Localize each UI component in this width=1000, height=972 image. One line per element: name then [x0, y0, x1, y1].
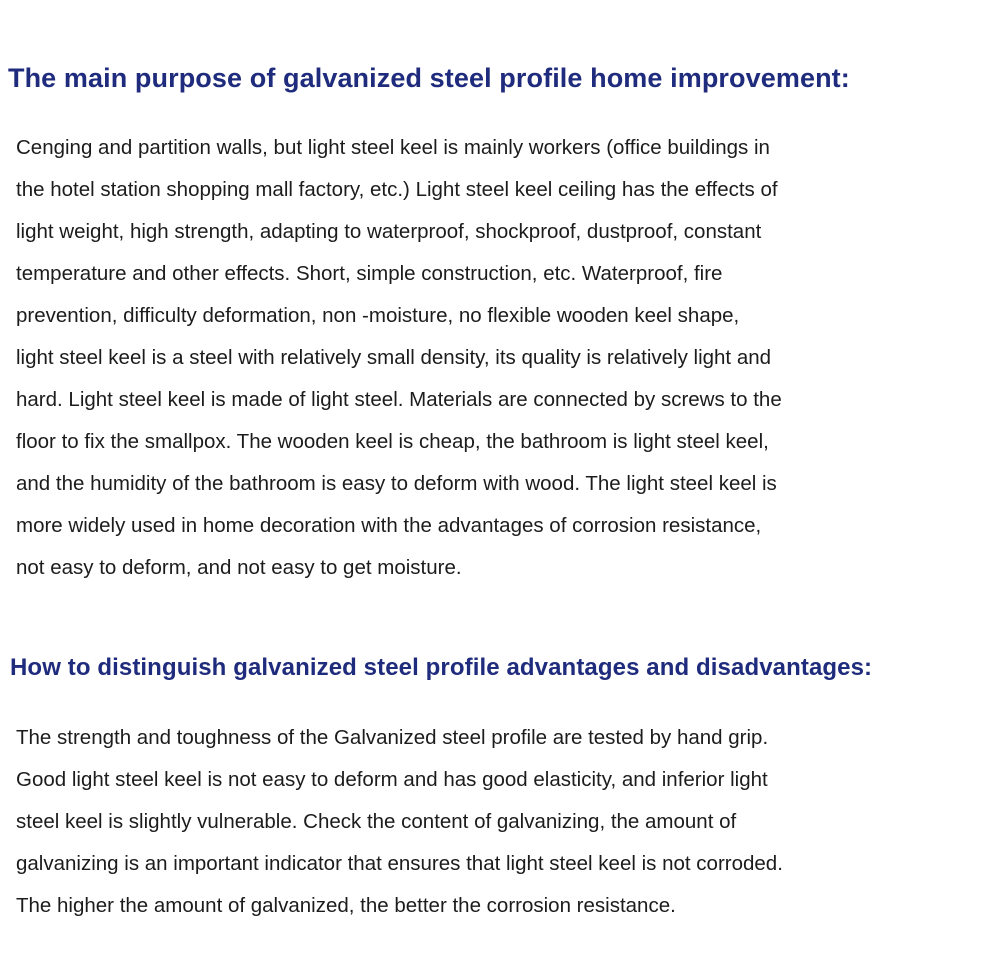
text-line: temperature and other effects. Short, simple construction, etc. Waterproof, fire — [16, 262, 723, 285]
text-line: The strength and toughness of the Galvanized steel profile are tested by hand grip. — [16, 726, 769, 749]
text-line: the hotel station shopping mall factory, etc.) Light steel keel ceiling has the effects of — [16, 178, 778, 201]
section-body-main-purpose — [16, 127, 986, 589]
text-line: light weight, high strength, adapting to waterproof, shockproof, dustproof, constant — [16, 220, 762, 243]
text-line: galvanizing is an important indicator that ensures that light steel keel is not corroded. — [16, 852, 783, 875]
text-line: The higher the amount of galvanized, the better the corrosion resistance. — [16, 894, 676, 917]
text-line: light steel keel is a steel with relatively small density, its quality is relatively light and — [16, 346, 772, 369]
text-line: not easy to deform, and not easy to get moisture. — [16, 556, 462, 579]
section-heading-main-purpose: The main purpose of galvanized steel profile home improvement: — [8, 63, 850, 93]
text-line: more widely used in home decoration with the advantages of corrosion resistance, — [16, 514, 762, 537]
section-body-distinguish — [16, 717, 986, 927]
text-line: and the humidity of the bathroom is easy to deform with wood. The light steel keel is — [16, 472, 777, 495]
text-line: hard. Light steel keel is made of light steel. Materials are connected by screws to the — [16, 388, 782, 411]
text-line: steel keel is slightly vulnerable. Check the content of galvanizing, the amount of — [16, 810, 737, 833]
text-line: prevention, difficulty deformation, non -moisture, no flexible wooden keel shape, — [16, 304, 740, 327]
text-line: Cenging and partition walls, but light steel keel is mainly workers (office buildings in — [16, 136, 770, 159]
text-line: floor to fix the smallpox. The wooden keel is cheap, the bathroom is light steel keel, — [16, 430, 769, 453]
text-line: Good light steel keel is not easy to deform and has good elasticity, and inferior light — [16, 768, 768, 791]
section-heading-distinguish: How to distinguish galvanized steel profile advantages and disadvantages: — [10, 654, 873, 681]
